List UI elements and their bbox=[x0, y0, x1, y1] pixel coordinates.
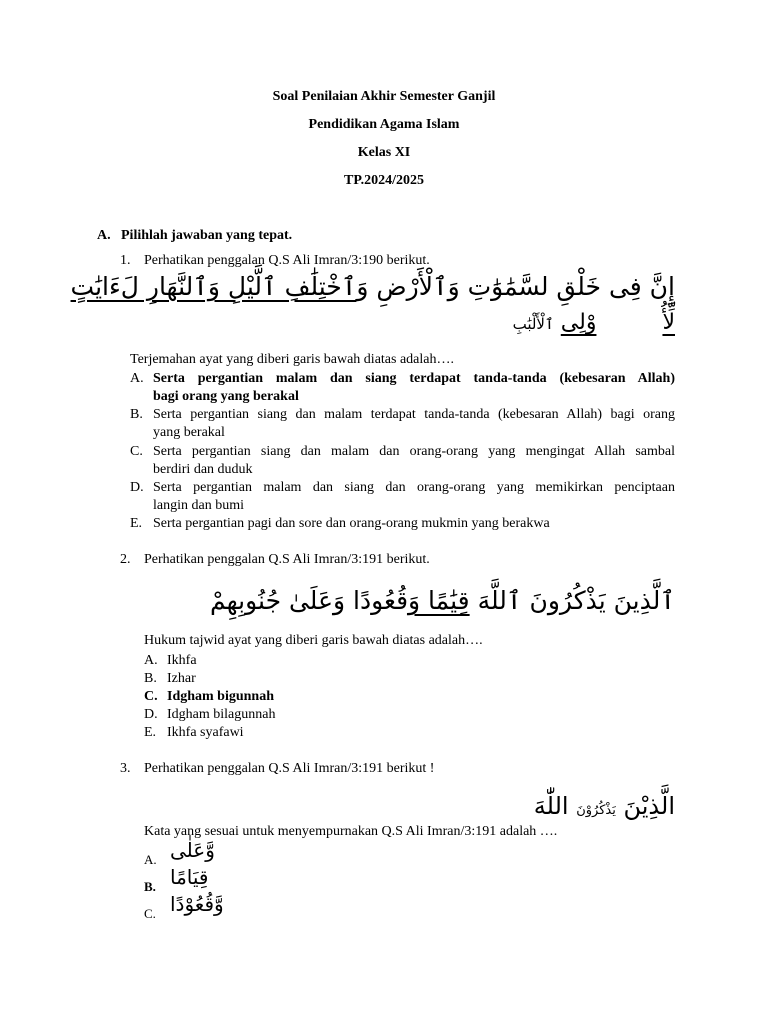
q1-option-b[interactable] bbox=[130, 406, 675, 442]
q1-option-d[interactable] bbox=[130, 479, 675, 515]
option-text: Serta pergantian siang dan malam dan orang-orang yang mengingat Allah sambal berdiri dan duduk bbox=[153, 444, 675, 477]
option-arabic-text: قِيَامًا bbox=[170, 865, 209, 889]
question-1-prompt: Perhatikan penggalan Q.S Ali Imran/3:190 berikut. bbox=[144, 253, 430, 268]
school-year-title: TP.2024/2025 bbox=[344, 173, 424, 188]
option-letter: A. bbox=[144, 852, 157, 867]
option-letter: C. bbox=[144, 689, 158, 704]
option-letter: A. bbox=[130, 371, 144, 386]
question-1-arabic-line-2 bbox=[513, 310, 675, 335]
question-1-number: 1. bbox=[120, 253, 131, 268]
option-letter: D. bbox=[130, 480, 144, 495]
option-text: Ikhfa syafawi bbox=[167, 725, 244, 740]
option-letter: D. bbox=[144, 707, 158, 722]
q1-option-a[interactable] bbox=[130, 370, 675, 406]
q2-option-b[interactable] bbox=[144, 670, 444, 688]
option-letter: B. bbox=[144, 671, 157, 686]
q1-arabic-plain: إِنَّ فِى خَلْقِ لسَّمَٰوَٰتِ وَٱلْأَرْضِ وَ bbox=[356, 272, 675, 301]
option-text: Serta pergantian pagi dan sore dan orang-orang mukmin yang berakwa bbox=[153, 516, 550, 531]
option-arabic-text: وَّعَلٰى bbox=[170, 838, 215, 862]
option-text: Idgham bigunnah bbox=[167, 689, 275, 704]
question-2-prompt: Perhatikan penggalan Q.S Ali Imran/3:191 berikut. bbox=[144, 552, 430, 567]
document-title: Soal Penilaian Akhir Semester Ganjil bbox=[272, 89, 496, 104]
q2-option-a[interactable] bbox=[144, 652, 444, 670]
option-letter: A. bbox=[144, 653, 158, 668]
option-letter: E. bbox=[130, 516, 143, 531]
question-3-arabic: الَّذِيْنَ يَذْكُرُوْنَ اللّٰهَ bbox=[533, 792, 675, 820]
question-1-arabic-line-1 bbox=[71, 272, 675, 301]
option-text: Ikhfa bbox=[167, 653, 197, 668]
q1-arabic-line2-underlined-b: وْلِى bbox=[560, 310, 597, 335]
option-letter: C. bbox=[130, 444, 143, 459]
subject-title: Pendidikan Agama Islam bbox=[308, 117, 460, 132]
option-letter: B. bbox=[130, 407, 143, 422]
question-2-number: 2. bbox=[120, 552, 131, 567]
option-letter: B. bbox=[144, 879, 156, 894]
q1-arabic-line2-end: ٱلْأَلْبَٰبِ bbox=[512, 315, 554, 333]
class-title: Kelas XI bbox=[357, 145, 411, 160]
q2-arabic-underlined: قِيَٰمًا وَ bbox=[408, 586, 470, 615]
question-2-arabic: ٱلَّذِينَ يَذْكُرُونَ ٱللَّهَ قِيَٰمًا وَقُعُودًا وَعَلَىٰ جُنُوبِهِمْ bbox=[209, 586, 675, 615]
q3-option-a[interactable] bbox=[144, 838, 294, 873]
option-text: Serta pergantian siang dan malam terdapat tanda-tanda (kebesaran Allah) bagi orang yang berakal bbox=[153, 407, 675, 440]
question-3-number: 3. bbox=[120, 761, 131, 776]
question-3-text: Kata yang sesuai untuk menyempurnakan Q.S Ali Imran/3:191 adalah …. bbox=[144, 824, 558, 839]
q2-option-d[interactable] bbox=[144, 706, 444, 724]
question-1-text: Terjemahan ayat yang diberi garis bawah diatas adalah…. bbox=[130, 352, 454, 367]
q1-option-e[interactable] bbox=[130, 515, 675, 533]
q2-option-e[interactable] bbox=[144, 724, 444, 742]
question-2-text: Hukum tajwid ayat yang diberi garis bawah diatas adalah…. bbox=[144, 633, 483, 648]
q2-option-c[interactable] bbox=[144, 688, 444, 706]
q1-option-c[interactable] bbox=[130, 443, 675, 479]
q1-arabic-underlined: ٱخْتِلَٰفِ ٱلَّيْلِ وَٱلنَّهَارِ لَءَايَٰتٍ bbox=[70, 272, 357, 301]
option-text: Serta pergantian malam dan siang terdapat tanda-tanda (kebesaran Allah) bagi orang yang berakal bbox=[153, 371, 675, 404]
question-3-prompt: Perhatikan penggalan Q.S Ali Imran/3:191 berikut ! bbox=[144, 761, 435, 776]
option-letter: E. bbox=[144, 725, 157, 740]
option-letter: C. bbox=[144, 906, 156, 921]
q3-option-c[interactable] bbox=[144, 892, 294, 927]
section-title: Pilihlah jawaban yang tepat. bbox=[121, 228, 293, 243]
section-letter: A. bbox=[97, 228, 111, 243]
option-text: Idgham bilagunnah bbox=[167, 707, 276, 722]
option-text: Serta pergantian malam dan siang dan orang-orang yang memikirkan penciptaan langin dan bumi bbox=[153, 480, 675, 513]
option-arabic-text: وَّقُعُوْدًا bbox=[170, 892, 224, 916]
q1-arabic-line2-underlined-a: لِّأُ bbox=[662, 310, 675, 335]
option-text: Izhar bbox=[167, 671, 196, 686]
